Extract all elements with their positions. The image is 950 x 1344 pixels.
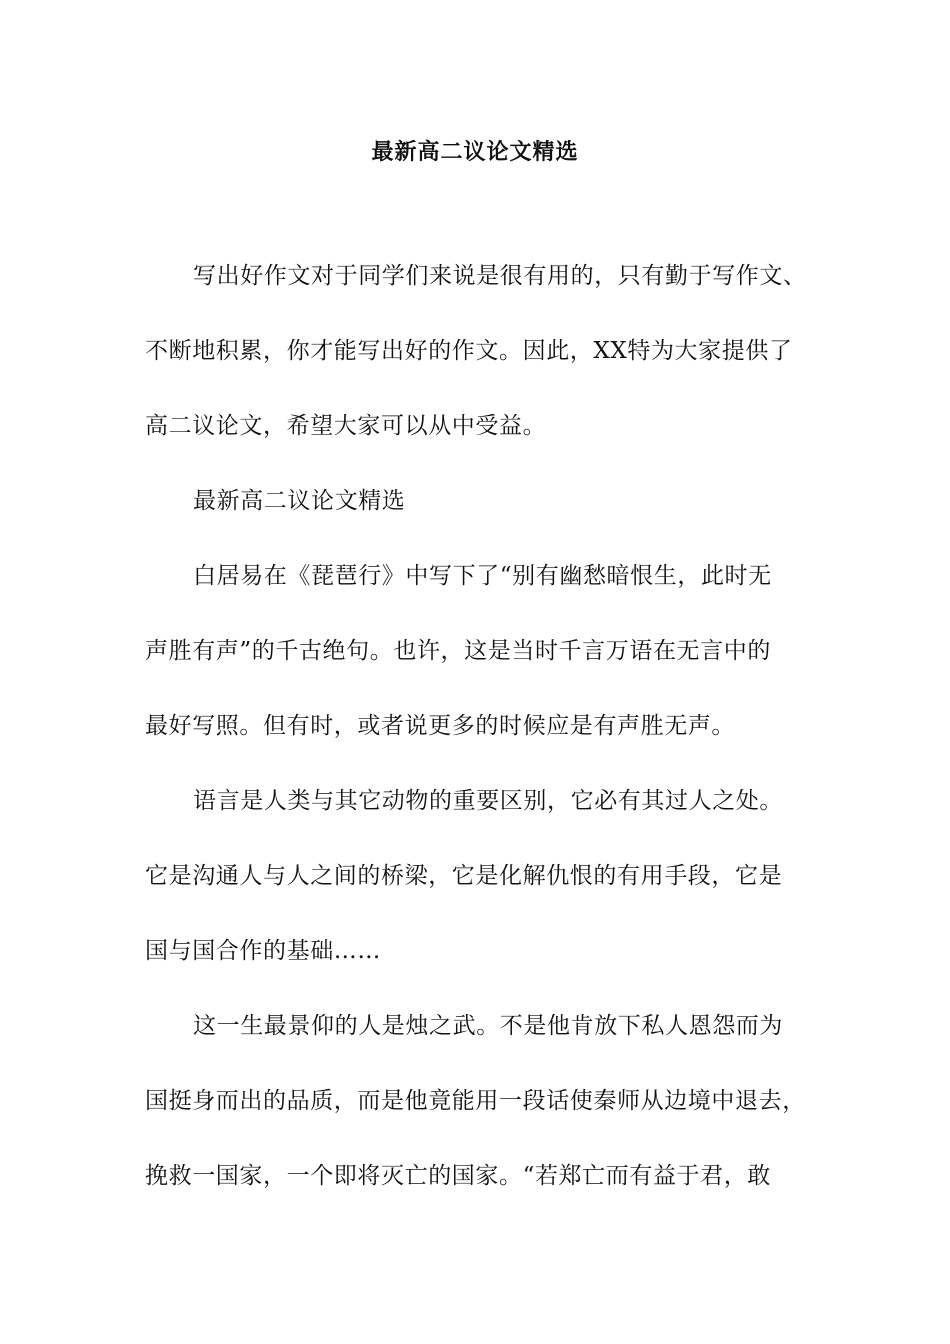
text-line: 不断地积累，你才能写出好的作文。因此，XX特为大家提供了	[145, 338, 793, 364]
text-line: 国挺身而出的品质，而是他竟能用一段话使秦师从边境中退去，	[145, 1088, 806, 1114]
text-line: 国与国合作的基础……	[145, 938, 381, 964]
text-line: 语言是人类与其它动物的重要区别，它必有其过人之处。	[193, 788, 783, 814]
document-title: 最新高二议论文精选	[371, 139, 579, 165]
text-line: 这一生最景仰的人是烛之武。不是他肯放下私人恩怨而为	[193, 1013, 783, 1039]
text-line: 声胜有声”的千古绝句。也许，这是当时千言万语在无言中的	[145, 638, 771, 664]
text-line: 高二议论文，希望大家可以从中受益。	[145, 413, 547, 439]
text-line: 挽救一国家，一个即将灭亡的国家。“若郑亡而有益于君，敢	[145, 1163, 771, 1189]
text-line: 最好写照。但有时，或者说更多的时候应是有声胜无声。	[145, 713, 735, 739]
text-line: 白居易在《琵琶行》中写下了“别有幽愁暗恨生，此时无	[193, 563, 772, 589]
text-line: 写出好作文对于同学们来说是很有用的，只有勤于写作文、	[193, 263, 807, 289]
section-heading: 最新高二议论文精选	[193, 488, 406, 514]
text-line: 它是沟通人与人之间的桥梁，它是化解仇恨的有用手段，它是	[145, 863, 783, 889]
